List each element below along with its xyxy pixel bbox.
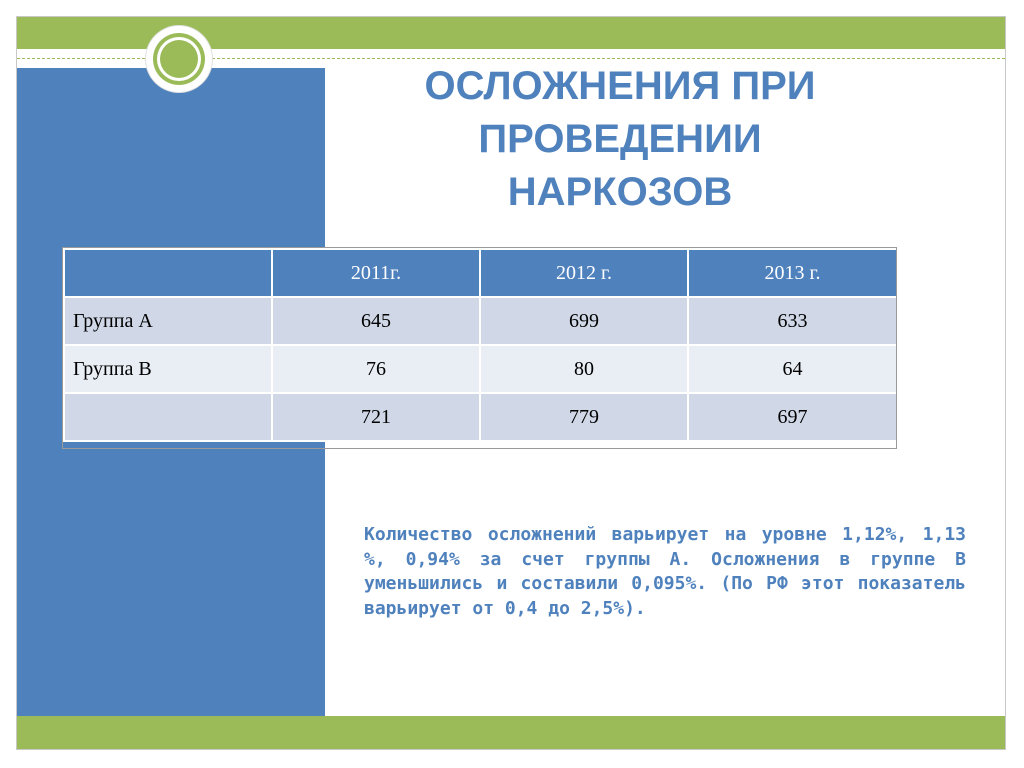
title-line-1: ОСЛОЖНЕНИЯ ПРИ (424, 64, 816, 108)
header-cell-empty (64, 249, 272, 297)
table-row (64, 345, 897, 393)
header-cell-2011: 2011г. (272, 249, 480, 297)
table-header-row (64, 249, 897, 297)
row-label-group-b: Группа В (64, 345, 272, 393)
table-cell: 64 (688, 345, 897, 393)
slide-title (340, 60, 900, 219)
circle-ornament-core (160, 40, 198, 78)
title-line-2: ПРОВЕДЕНИИ (478, 117, 762, 161)
table-cell: 779 (480, 393, 688, 441)
table-cell: 699 (480, 297, 688, 345)
row-label-group-a: Группа А (64, 297, 272, 345)
bottom-green-band (17, 716, 1005, 749)
table-row (64, 297, 897, 345)
complications-table (63, 248, 898, 442)
table-cell: 80 (480, 345, 688, 393)
table-cell: 76 (272, 345, 480, 393)
table-cell: 633 (688, 297, 897, 345)
header-cell-2013: 2013 г. (688, 249, 897, 297)
title-line-3: НАРКОЗОВ (507, 170, 733, 214)
summary-text: Количество осложнений варьирует на уровне 1,12%, 1,13 %, 0,94% за счет группы А. Осложнения в группе В уменьшились и составили 0,095%. (По РФ этот показатель варьирует от 0,4 до 2,5%). (364, 524, 966, 619)
table-row-total (64, 393, 897, 441)
header-cell-2012: 2012 г. (480, 249, 688, 297)
row-label-total (64, 393, 272, 441)
table-cell: 645 (272, 297, 480, 345)
table-cell: 697 (688, 393, 897, 441)
table-cell: 721 (272, 393, 480, 441)
